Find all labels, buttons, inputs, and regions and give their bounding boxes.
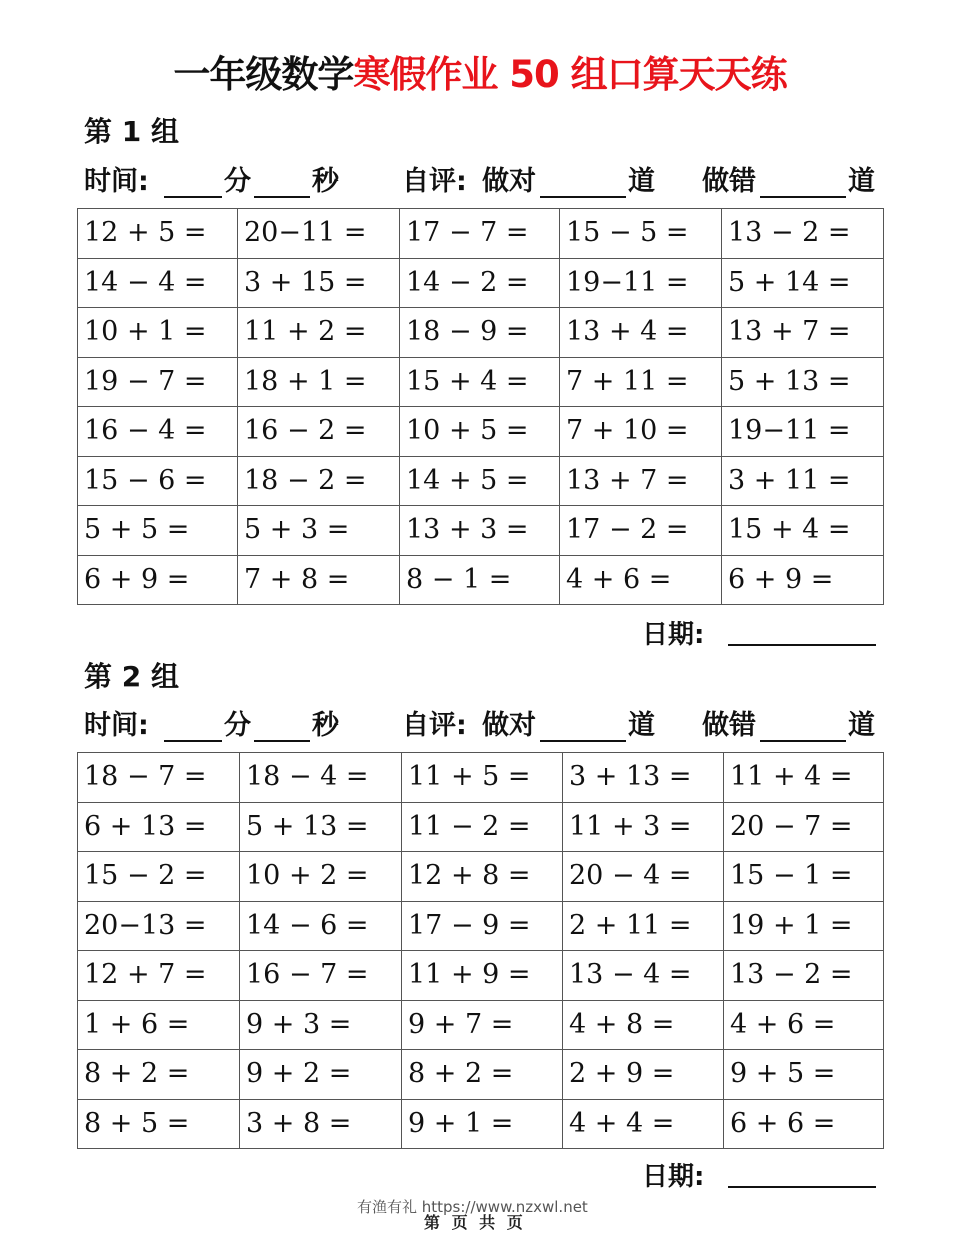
group-2-info-row bbox=[84, 708, 884, 744]
problem-cell[interactable]: 3 + 8 = bbox=[240, 1099, 402, 1149]
table-row bbox=[78, 951, 884, 1001]
problem-cell[interactable]: 18 − 7 = bbox=[78, 753, 240, 803]
second-label: 秒 bbox=[312, 166, 339, 197]
table-row bbox=[78, 456, 884, 506]
problem-cell[interactable]: 5 + 13 = bbox=[722, 357, 884, 407]
date-blank[interactable] bbox=[728, 644, 876, 646]
problem-cell[interactable]: 16 − 2 = bbox=[238, 407, 400, 457]
problem-cell[interactable]: 11 + 5 = bbox=[402, 753, 563, 803]
problem-cell[interactable]: 13 + 7 = bbox=[722, 308, 884, 358]
problem-cell[interactable]: 19 + 1 = bbox=[724, 901, 884, 951]
time-label: 时间: bbox=[84, 166, 149, 197]
problem-cell[interactable]: 11 + 3 = bbox=[563, 802, 724, 852]
problem-cell[interactable]: 12 + 8 = bbox=[402, 852, 563, 902]
minute-label: 分 bbox=[224, 166, 251, 197]
wrong-unit-label: 道 bbox=[848, 710, 875, 741]
page-number: 第 页 共 页 bbox=[424, 1213, 523, 1232]
problem-cell[interactable]: 18 − 4 = bbox=[240, 753, 402, 803]
problem-cell[interactable]: 8 + 5 = bbox=[78, 1099, 240, 1149]
problem-cell[interactable]: 7 + 11 = bbox=[560, 357, 722, 407]
title-red-part: 寒假作业 50 组口算天天练 bbox=[353, 53, 787, 96]
problem-cell[interactable]: 20 − 4 = bbox=[563, 852, 724, 902]
table-row bbox=[78, 1000, 884, 1050]
table-row bbox=[78, 209, 884, 259]
problem-cell[interactable]: 7 + 10 = bbox=[560, 407, 722, 457]
problem-cell[interactable]: 19−11 = bbox=[560, 258, 722, 308]
correct-unit-label: 道 bbox=[628, 166, 655, 197]
problem-cell[interactable]: 15 − 6 = bbox=[78, 456, 238, 506]
problem-cell[interactable]: 15 − 5 = bbox=[560, 209, 722, 259]
problem-cell[interactable]: 11 + 4 = bbox=[724, 753, 884, 803]
problem-cell[interactable]: 14 + 5 = bbox=[400, 456, 560, 506]
problem-cell[interactable]: 12 + 5 = bbox=[78, 209, 238, 259]
table-row bbox=[78, 308, 884, 358]
minutes-blank[interactable] bbox=[164, 166, 222, 198]
problem-cell[interactable]: 13 + 7 = bbox=[560, 456, 722, 506]
problem-cell[interactable]: 17 − 2 = bbox=[560, 506, 722, 556]
table-row bbox=[78, 258, 884, 308]
problem-cell[interactable]: 14 − 6 = bbox=[240, 901, 402, 951]
problem-cell[interactable]: 5 + 5 = bbox=[78, 506, 238, 556]
group-2-problem-grid bbox=[77, 752, 884, 1149]
second-label: 秒 bbox=[312, 710, 339, 741]
minute-label: 分 bbox=[224, 710, 251, 741]
problem-cell[interactable]: 10 + 5 = bbox=[400, 407, 560, 457]
time-label: 时间: bbox=[84, 710, 149, 741]
problem-cell[interactable]: 16 − 7 = bbox=[240, 951, 402, 1001]
table-row bbox=[78, 753, 884, 803]
date-label: 日期: bbox=[642, 620, 705, 650]
problem-cell[interactable]: 20 − 7 = bbox=[724, 802, 884, 852]
problem-cell[interactable]: 2 + 9 = bbox=[563, 1050, 724, 1100]
problem-cell[interactable]: 15 + 4 = bbox=[400, 357, 560, 407]
problem-cell[interactable]: 4 + 6 = bbox=[560, 555, 722, 605]
problem-cell[interactable]: 18 − 2 = bbox=[238, 456, 400, 506]
problem-cell[interactable]: 17 − 7 = bbox=[400, 209, 560, 259]
problem-cell[interactable]: 15 + 4 = bbox=[722, 506, 884, 556]
group-1-date-row bbox=[640, 610, 880, 650]
table-row bbox=[78, 1099, 884, 1149]
group-2-heading: 第 2 组 bbox=[84, 660, 179, 693]
problem-cell[interactable]: 6 + 13 = bbox=[78, 802, 240, 852]
table-row bbox=[78, 357, 884, 407]
self-eval-label: 自评: bbox=[402, 166, 467, 197]
minutes-blank[interactable] bbox=[164, 710, 222, 742]
problem-cell[interactable]: 11 + 9 = bbox=[402, 951, 563, 1001]
group-1-heading: 第 1 组 bbox=[84, 115, 179, 148]
problem-cell[interactable]: 10 + 1 = bbox=[78, 308, 238, 358]
problem-cell[interactable]: 18 + 1 = bbox=[238, 357, 400, 407]
seconds-blank[interactable] bbox=[254, 710, 310, 742]
problem-cell[interactable]: 4 + 4 = bbox=[563, 1099, 724, 1149]
date-label: 日期: bbox=[642, 1162, 705, 1192]
table-row bbox=[78, 407, 884, 457]
seconds-blank[interactable] bbox=[254, 166, 310, 198]
wrong-unit-label: 道 bbox=[848, 166, 875, 197]
problem-cell[interactable]: 13 − 2 = bbox=[724, 951, 884, 1001]
problem-cell[interactable]: 10 + 2 = bbox=[240, 852, 402, 902]
group-1-problem-grid bbox=[77, 208, 884, 605]
problem-cell[interactable]: 13 + 4 = bbox=[560, 308, 722, 358]
problem-cell[interactable]: 13 − 4 = bbox=[563, 951, 724, 1001]
problem-cell[interactable]: 9 + 3 = bbox=[240, 1000, 402, 1050]
problem-cell[interactable]: 12 + 7 = bbox=[78, 951, 240, 1001]
table-row bbox=[78, 852, 884, 902]
date-blank[interactable] bbox=[728, 1186, 876, 1188]
problem-cell[interactable]: 18 − 9 = bbox=[400, 308, 560, 358]
source-watermark: 有渔有礼 https://www.nzxwl.net bbox=[357, 1198, 588, 1216]
table-row bbox=[78, 1050, 884, 1100]
problem-cell[interactable]: 16 − 4 = bbox=[78, 407, 238, 457]
correct-label: 做对 bbox=[482, 710, 536, 741]
problem-cell[interactable]: 13 + 3 = bbox=[400, 506, 560, 556]
problem-cell[interactable]: 9 + 5 = bbox=[724, 1050, 884, 1100]
group-1-info-row bbox=[84, 164, 884, 200]
problem-cell[interactable]: 3 + 11 = bbox=[722, 456, 884, 506]
table-row bbox=[78, 555, 884, 605]
group-2-date-row bbox=[640, 1152, 880, 1192]
worksheet-title bbox=[0, 50, 960, 100]
wrong-label: 做错 bbox=[702, 166, 756, 197]
problem-cell[interactable]: 17 − 9 = bbox=[402, 901, 563, 951]
problem-cell[interactable]: 5 + 14 = bbox=[722, 258, 884, 308]
problem-cell[interactable]: 4 + 8 = bbox=[563, 1000, 724, 1050]
problem-cell[interactable]: 3 + 15 = bbox=[238, 258, 400, 308]
problem-cell[interactable]: 19−11 = bbox=[722, 407, 884, 457]
problem-cell[interactable]: 15 − 2 = bbox=[78, 852, 240, 902]
problem-cell[interactable]: 7 + 8 = bbox=[238, 555, 400, 605]
problem-cell[interactable]: 8 + 2 = bbox=[78, 1050, 240, 1100]
problem-cell[interactable]: 9 + 2 = bbox=[240, 1050, 402, 1100]
problem-cell[interactable]: 3 + 13 = bbox=[563, 753, 724, 803]
correct-count-blank[interactable] bbox=[540, 710, 626, 742]
problem-cell[interactable]: 11 − 2 = bbox=[402, 802, 563, 852]
self-eval-label: 自评: bbox=[402, 710, 467, 741]
wrong-count-blank[interactable] bbox=[760, 710, 846, 742]
problem-cell[interactable]: 9 + 7 = bbox=[402, 1000, 563, 1050]
table-row bbox=[78, 802, 884, 852]
problem-cell[interactable]: 8 − 1 = bbox=[400, 555, 560, 605]
problem-cell[interactable]: 14 − 2 = bbox=[400, 258, 560, 308]
table-row bbox=[78, 901, 884, 951]
table-row bbox=[78, 506, 884, 556]
title-black-part: 一年级数学 bbox=[173, 53, 354, 96]
problem-cell[interactable]: 6 + 9 = bbox=[722, 555, 884, 605]
problem-cell[interactable]: 4 + 6 = bbox=[724, 1000, 884, 1050]
problem-cell[interactable]: 1 + 6 = bbox=[78, 1000, 240, 1050]
problem-cell[interactable]: 15 − 1 = bbox=[724, 852, 884, 902]
problem-cell[interactable]: 5 + 3 = bbox=[238, 506, 400, 556]
correct-label: 做对 bbox=[482, 166, 536, 197]
problem-cell[interactable]: 6 + 6 = bbox=[724, 1099, 884, 1149]
problem-cell[interactable]: 13 − 2 = bbox=[722, 209, 884, 259]
problem-cell[interactable]: 14 − 4 = bbox=[78, 258, 238, 308]
problem-cell[interactable]: 6 + 9 = bbox=[78, 555, 238, 605]
problem-cell[interactable]: 20−13 = bbox=[78, 901, 240, 951]
correct-count-blank[interactable] bbox=[540, 166, 626, 198]
problem-cell[interactable]: 11 + 2 = bbox=[238, 308, 400, 358]
correct-unit-label: 道 bbox=[628, 710, 655, 741]
problem-cell[interactable]: 19 − 7 = bbox=[78, 357, 238, 407]
problem-cell[interactable]: 8 + 2 = bbox=[402, 1050, 563, 1100]
problem-cell[interactable]: 2 + 11 = bbox=[563, 901, 724, 951]
problem-cell[interactable]: 5 + 13 = bbox=[240, 802, 402, 852]
wrong-label: 做错 bbox=[702, 710, 756, 741]
problem-cell[interactable]: 20−11 = bbox=[238, 209, 400, 259]
problem-cell[interactable]: 9 + 1 = bbox=[402, 1099, 563, 1149]
wrong-count-blank[interactable] bbox=[760, 166, 846, 198]
